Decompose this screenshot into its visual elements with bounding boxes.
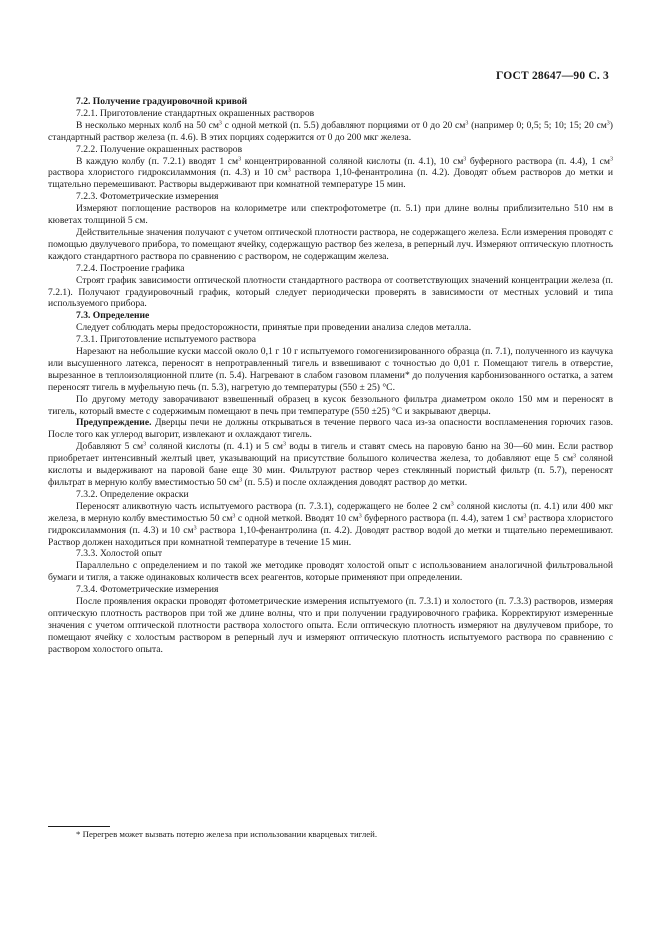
footnote-divider	[48, 826, 110, 827]
paragraph: Нарезают на небольшие куски массой около 0,1 г 10 г испытуемого гомогенизированного образца (п. 7.1), полученного из каучука или высушенного латекса, переносят в непротравленный тигель и взвешивают с точностью до 0,01 г. Помещают тигель в отверстие, вырезанное в теплоизоляционной плите (п. 5.4). Нагревают в слабом газовом пламени* до получения карбонизованного остатка, а затем переносят тигель в муфельную печь (п. 5.3), нагретую до температуры (550 ± 25) °С.	[48, 346, 613, 393]
paragraph: Строят график зависимости оптической плотности стандартного раствора от соответствующих значений концентрации железа (п. 7.2.1). Получают градуировочный график, который следует периодически проверять в зависимости от местных условий и типа используемого прибора.	[48, 274, 613, 310]
subsection-heading-7-2-4: 7.2.4. Построение графика	[76, 262, 185, 274]
subsection-heading-7-2-1: 7.2.1. Приготовление стандартных окрашенных растворов	[76, 107, 315, 119]
subsection-heading-7-2-3: 7.2.3. Фотометрические измерения	[76, 191, 219, 203]
warning-paragraph: Предупреждение. Дверцы печи не должны открываться в течение первого часа из-за опасности воспламенения горючих газов. После того как углерод выгорит, извлекают и охлаждают тигель.	[48, 417, 613, 441]
document-body	[48, 96, 613, 656]
subsection-heading-7-3-1: 7.3.1. Приготовление испытуемого раствора	[76, 334, 256, 346]
paragraph: В каждую колбу (п. 7.2.1) вводят 1 $см^3$ концентрированной соляной кислоты (п. 4.1), 10 $см^3$ буферного раствора (п. 4.4), 1 $см^3$ раствора хлористого гидроксиламмония (п. 4.3) и 10 $см^3$ раствора 1,10-фенантролина (п. 4.2). Доводят объем растворов до метки и тщательно перемешивают. Растворы выдерживают при комнатной температуре 15 мин.	[48, 155, 613, 191]
footnote: * Перегрев может вызвать потерю железа при использовании кварцевых тиглей.	[76, 829, 378, 839]
paragraph: После проявления окраски проводят фотометрические измерения испытуемого (п. 7.3.1) и холостого (п. 7.3.3) растворов, измеряя оптическую плотность растворов при той же длине волны, что и при получении градуировочного графика. Корректируют измеренные значения с учетом оптической плотности раствора холостого опыта. Если оптическую плотность измеряют на двулучевом приборе, то помещают ячейку с холостым раствором в реперный луч и измеряют оптическую плотность испытуемого раствора по сравнению с раствором холостого опыта.	[48, 596, 613, 655]
paragraph: По другому методу заворачивают взвешенный образец в кусок беззольного фильтра диаметром около 150 мм и переносят в тигель, который вместе с содержимым помещают в печь при температуре (550 ±25) °С и закрывают дверцы.	[48, 393, 613, 417]
subsection-heading-7-3-4: 7.3.4. Фотометрические измерения	[76, 584, 219, 596]
paragraph: Параллельно с определением и по такой же методике проводят холостой опыт с использованием аналогичной фильтровальной бумаги и тигля, а также одинаковых количеств всех реагентов, которые применяют при определении.	[48, 560, 613, 584]
paragraph: Действительные значения получают с учетом оптической плотности раствора, не содержащего железа. Если измерения проводят с помощью двулучевого прибора, то помещают ячейку, содержащую раствор без железа, в реперный луч. Измеряют оптическую плотность каждого стандартного раствора по сравнению с раствором, не содержащим железа.	[48, 226, 613, 262]
paragraph: В несколько мерных колб на 50 $см^3$ с одной меткой (п. 5.5) добавляют порциями от 0 до 20 $см^3$ (например 0; 0,5; 5; 10; 15; 20 $см^3$) стандартный раствор железа (п. 4.6). В этих порциях содержится от 0 до 200 мкг железа.	[48, 119, 613, 143]
paragraph: Добавляют 5 $см^3$ соляной кислоты (п. 4.1) и 5 $см^3$ воды в тигель и ставят смесь на паровую баню на 30—60 мин. Если раствор приобретает интенсивный желтый цвет, указывающий на присутствие большого количества железа, то добавляют еще 5 $см^3$ соляной кислоты и выдерживают на паровой бане еще 30 мин. Фильтруют раствор через стеклянный пористый фильтр (п. 5.7), переносят фильтрат в мерную колбу вместимостью 50 $см^3$ (п. 5.5) и после охлаждения доводят раствор до метки.	[48, 441, 614, 488]
section-heading-7-2: 7.2. Получение градуировочной кривой	[76, 96, 248, 107]
warning-label: Предупреждение.	[76, 417, 152, 429]
subsection-heading-7-3-3: 7.3.3. Холостой опыт	[76, 548, 163, 560]
paragraph: Следует соблюдать меры предосторожности, принятые при проведении анализа следов металла.	[76, 322, 472, 334]
paragraph: Переносят аликвотную часть испытуемого раствора (п. 7.3.1), содержащего не более 2 $см^3$ соляной кислоты (п. 4.1) или 400 мкг железа, в мерную колбу вместимостью 50 $см^3$ с одной меткой. Вводят 10 $см^3$ буферного раствора (п. 4.4), затем 1 $см^3$ раствора хлористого гидроксиламмония (п. 4.3) и 10 $см^3$ раствора 1,10-фенантролина (п. 4.2). Доводят раствор водой до метки и тщательно перемешивают. Раствор должен находиться при комнатной температуре в течение 15 мин.	[48, 500, 614, 548]
subsection-heading-7-3-2: 7.3.2. Определение окраски	[76, 488, 189, 500]
subsection-heading-7-2-2: 7.2.2. Получение окрашенных растворов	[76, 143, 243, 155]
page-header: ГОСТ 28647—90 С. 3	[496, 70, 609, 82]
paragraph: Измеряют поглощение растворов на колориметре или спектрофотометре (п. 5.1) при длине волны приблизительно 510 нм в кюветах толщиной 5 см.	[48, 203, 613, 227]
section-heading-7-3: 7.3. Определение	[76, 310, 150, 322]
